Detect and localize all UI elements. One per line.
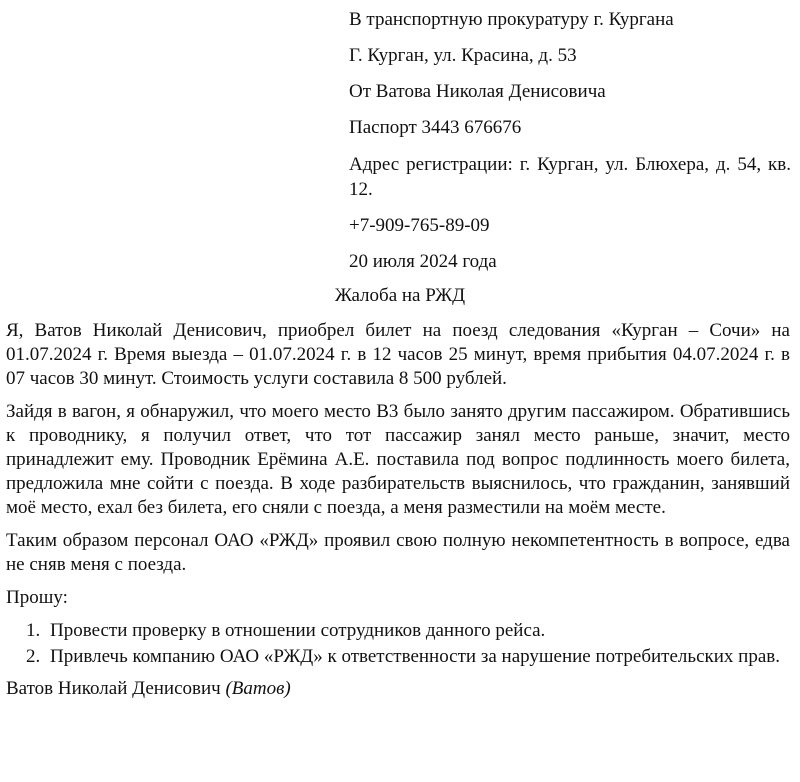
- sender-phone: +7-909-765-89-09: [349, 215, 490, 236]
- request-text: Провести проверку в отношении сотрудников данного рейса.: [50, 620, 546, 641]
- sender-passport: Паспорт 3443 676676: [349, 117, 522, 138]
- request-number: 1.: [26, 620, 41, 641]
- request-list: [6, 619, 790, 669]
- paragraph-ticket-details: Я, Ватов Николай Денисович, приобрел билет на поезд следования «Курган – Сочи» на 01.07.2024 г. Время выезда – 01.07.2024 г. в 12 часов 25 минут, время прибытия 04.07.2024 г. в 07 часов 30 минут. Стоимость услуги составила 8 500 рублей.: [6, 320, 790, 389]
- document-header: [349, 8, 791, 286]
- document-body: [6, 319, 790, 701]
- recipient: В транспортную прокуратуру г. Кургана: [349, 9, 674, 30]
- signature-line: [6, 677, 790, 701]
- request-item: [6, 619, 790, 643]
- document-date: 20 июля 2024 года: [349, 251, 497, 272]
- signature-mark: (Ватов): [225, 678, 291, 699]
- sender-name: От Ватова Николая Денисовича: [349, 81, 606, 102]
- request-text: Привлечь компанию ОАО «РЖД» к ответственности за нарушение потребительских прав.: [50, 646, 780, 667]
- request-item: [6, 645, 790, 669]
- sender-registration-address: Адрес регистрации: г. Курган, ул. Блюхера, д. 54, кв. 12.: [349, 154, 791, 200]
- request-label: Прошу:: [6, 587, 68, 608]
- paragraph-conclusion: Таким образом персонал ОАО «РЖД» проявил свою полную некомпетентность в вопросе, едва не сняв меня с поезда.: [6, 530, 790, 575]
- request-number: 2.: [26, 646, 41, 667]
- recipient-address: Г. Курган, ул. Красина, д. 53: [349, 45, 577, 66]
- paragraph-incident: Зайдя в вагон, я обнаружил, что моего место В3 было занято другим пассажиром. Обратившись к проводнику, я получил ответ, что тот пассажир занял место раньше, значит, место принадлежит ему. Проводник Ерёмина А.Е. поставила под вопрос подлинность моего билета, предложила мне сойти с поезда. В ходе разбирательств выяснилось, что гражданин, занявший моё место, ехал без билета, его сняли с поезда, а меня разместили на моём месте.: [6, 401, 790, 518]
- signature-name: Ватов Николай Денисович: [6, 678, 221, 699]
- document-title: Жалоба на РЖД: [334, 285, 466, 306]
